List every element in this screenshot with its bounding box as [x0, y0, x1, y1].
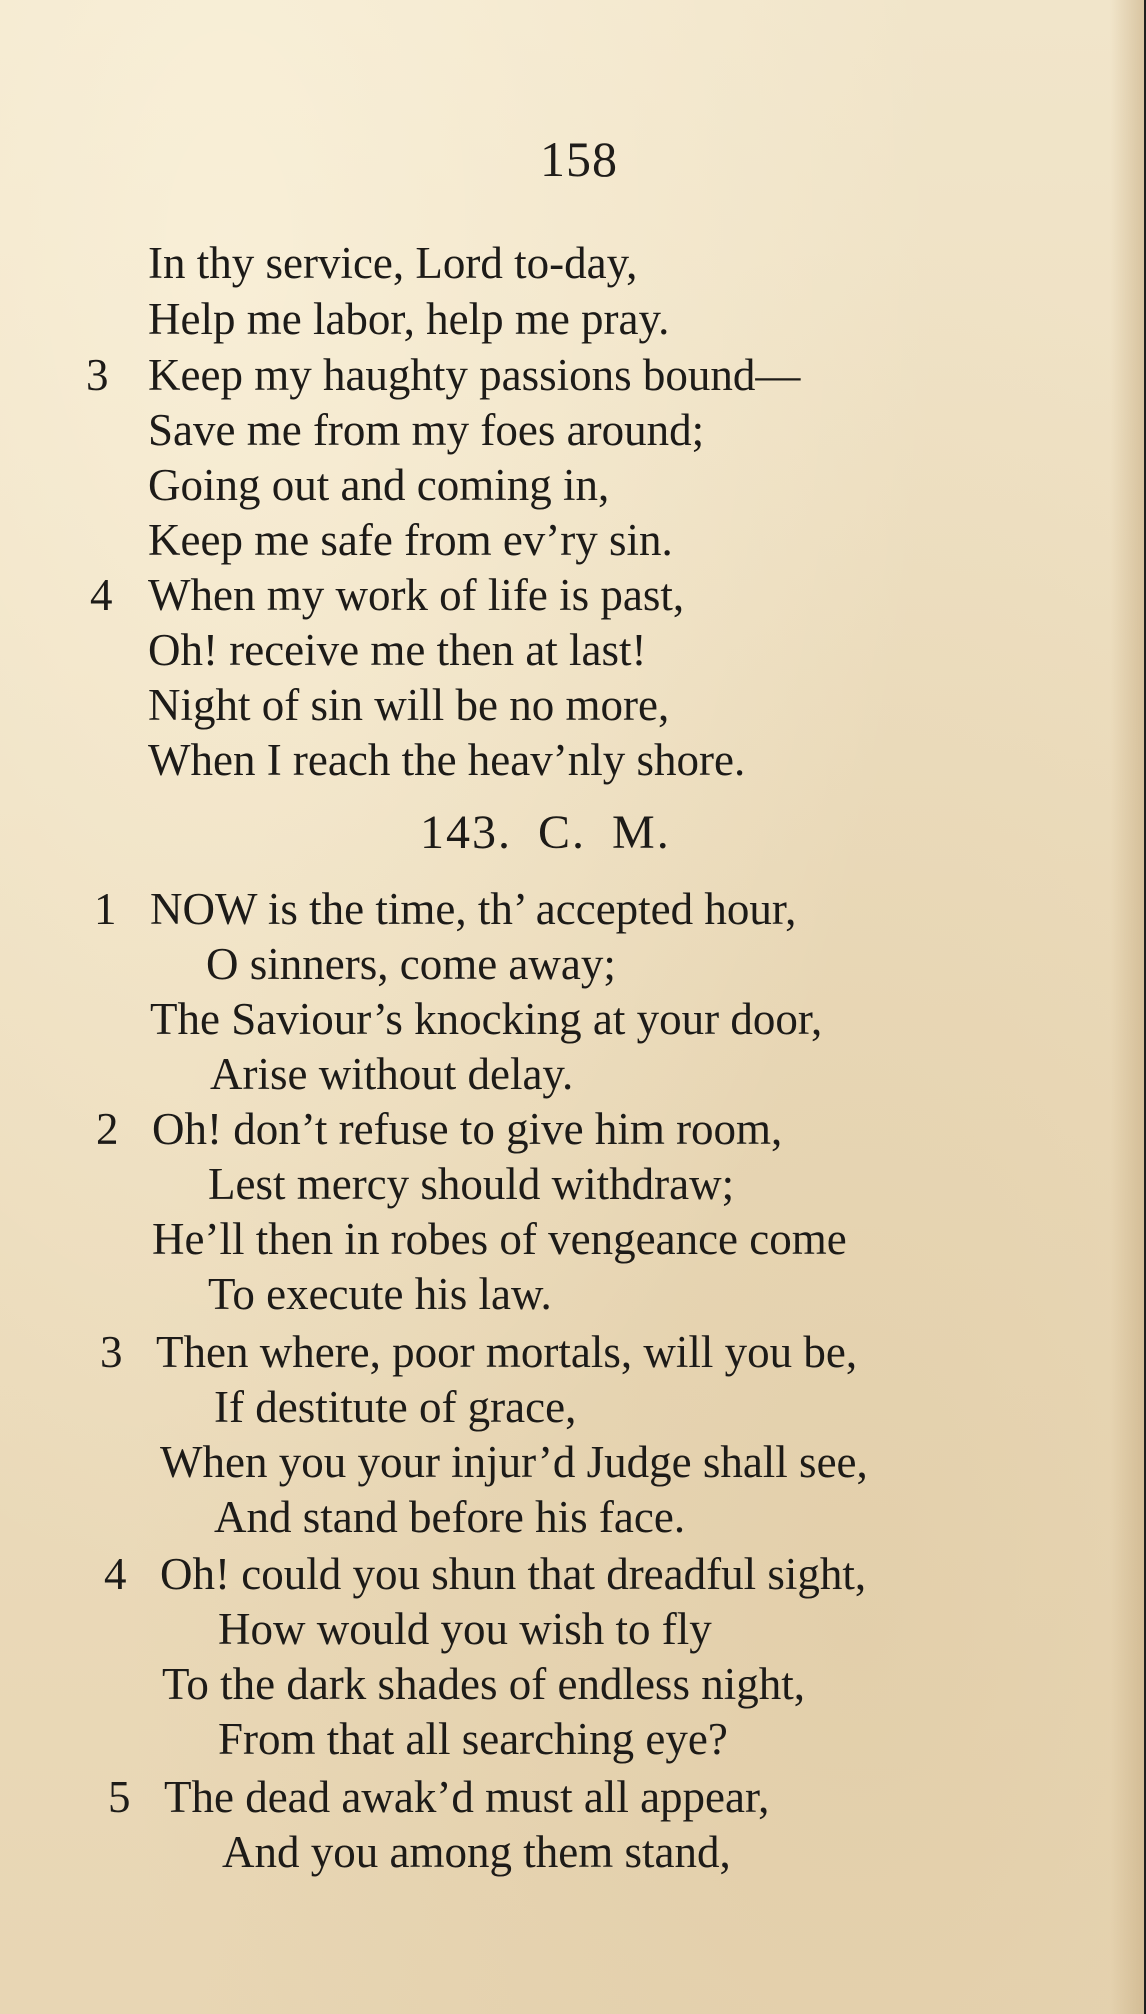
hymn-meter-m: M.	[612, 806, 671, 859]
hymn-heading	[420, 805, 697, 861]
hymn-meter-c: C.	[538, 806, 587, 859]
hymn-line: And you among them stand,	[222, 1827, 731, 1877]
hymn-line: From that all searching eye?	[218, 1714, 728, 1764]
hymn-line: If destitute of grace,	[214, 1382, 577, 1432]
hymn-line: How would you wish to fly	[218, 1604, 712, 1654]
verse-number: 4	[90, 570, 113, 620]
hymn-line: Lest mercy should withdraw;	[208, 1159, 735, 1209]
verse-number: 1	[94, 884, 117, 934]
previous-hymn-line: Going out and coming in,	[148, 460, 610, 510]
hymn-line: Then where, poor mortals, will you be,	[156, 1327, 858, 1377]
hymn-line: To execute his law.	[208, 1269, 552, 1319]
hymn-line: The dead awak’d must all appear,	[164, 1772, 770, 1822]
previous-hymn-line: Help me labor, help me pray.	[148, 294, 670, 344]
previous-hymn-line: When my work of life is past,	[148, 570, 685, 620]
previous-hymn-line: Oh! receive me then at last!	[148, 625, 647, 675]
verse-number: 3	[100, 1327, 123, 1377]
hymn-number: 143.	[420, 806, 512, 859]
hymn-line: Oh! could you shun that dreadful sight,	[160, 1549, 867, 1599]
hymn-line: He’ll then in robes of vengeance come	[152, 1214, 847, 1264]
verse-number: 5	[108, 1772, 131, 1822]
hymn-line: Arise without delay.	[210, 1049, 574, 1099]
hymn-line: The Saviour’s knocking at your door,	[150, 994, 823, 1044]
page-edge-shadow	[1110, 0, 1144, 2014]
previous-hymn-line: Keep my haughty passions bound—	[148, 350, 801, 400]
hymn-line: Oh! don’t refuse to give him room,	[152, 1104, 783, 1154]
verse-number: 4	[104, 1549, 127, 1599]
previous-hymn-line: In thy service, Lord to-day,	[148, 238, 638, 288]
page-number: 158	[540, 131, 618, 187]
previous-hymn-line: When I reach the heav’nly shore.	[148, 735, 746, 785]
previous-hymn-line: Night of sin will be no more,	[148, 680, 670, 730]
previous-hymn-line: Save me from my foes around;	[148, 405, 705, 455]
hymn-line: When you your injur’d Judge shall see,	[160, 1437, 868, 1487]
verse-number: 3	[86, 350, 109, 400]
previous-hymn-line: Keep me safe from ev’ry sin.	[148, 515, 673, 565]
verse-number: 2	[96, 1104, 119, 1154]
hymn-line: And stand before his face.	[214, 1492, 686, 1542]
hymn-line: O sinners, come away;	[206, 939, 616, 989]
hymn-line: NOW is the time, th’ accepted hour,	[150, 884, 797, 934]
hymn-line: To the dark shades of endless night,	[162, 1659, 805, 1709]
